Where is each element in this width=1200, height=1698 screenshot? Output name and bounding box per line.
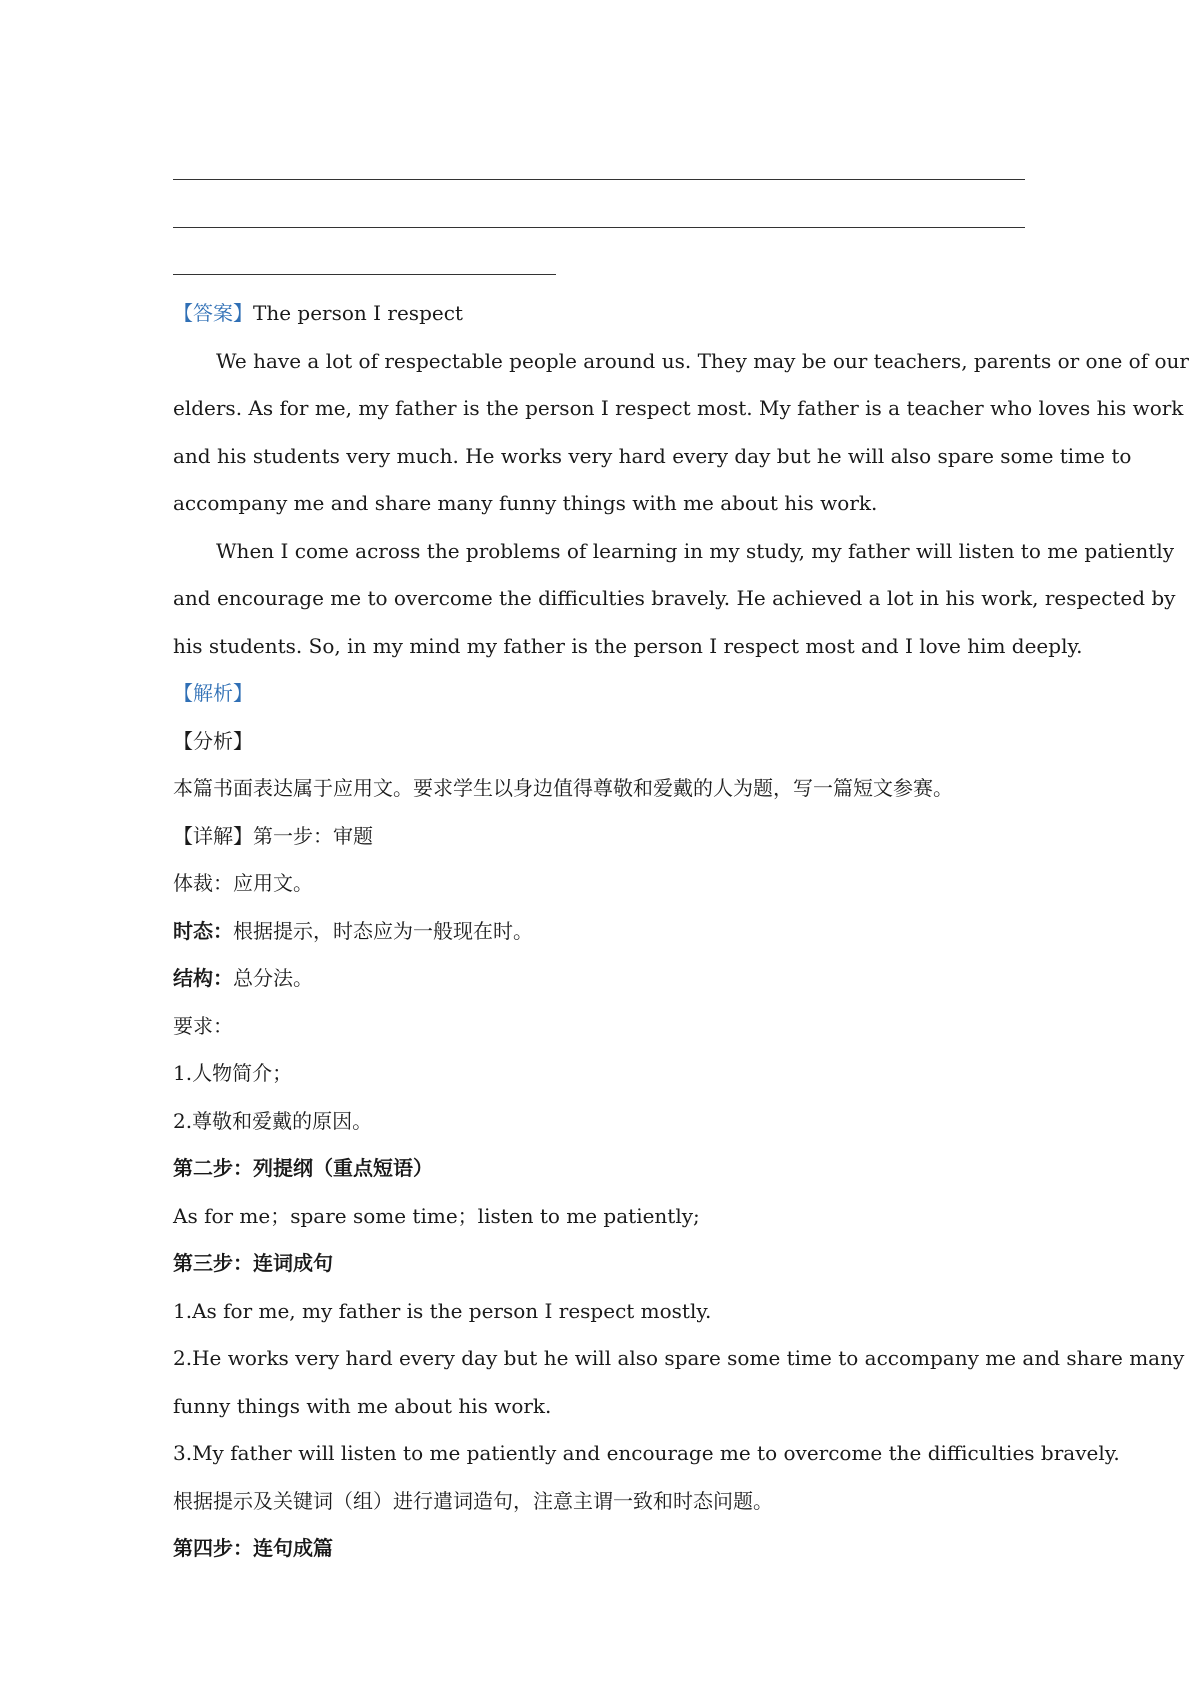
analysis-sub-label: 【分析】 <box>173 729 253 753</box>
genre-label: 体裁： <box>173 871 233 895</box>
step4-title: 第四步：连句成篇 <box>173 1536 333 1560</box>
essay-para1-line1: We have a lot of respectable people around us. They may be our teachers, parents or one of our <box>216 349 1189 373</box>
essay-para1-line3: and his students very much. He works very hard every day but he will also spare some time to <box>173 444 1132 468</box>
writing-line-2 <box>173 227 1025 228</box>
writing-line-3 <box>173 274 556 275</box>
essay-title: The person I respect <box>253 301 463 325</box>
essay-para2-line3: his students. So, in my mind my father is the person I respect most and I love him deeply. <box>173 634 1083 658</box>
writing-line-1 <box>173 179 1025 180</box>
structure-label: 结构： <box>173 966 233 990</box>
essay-para1-line2: elders. As for me, my father is the person I respect most. My father is a teacher who loves his work <box>173 396 1184 420</box>
essay-para2-line2: and encourage me to overcome the difficulties bravely. He achieved a lot in his work, respected by <box>173 586 1176 610</box>
requirements-label: 要求： <box>173 1014 233 1038</box>
requirement-item-1: 1.人物简介； <box>173 1061 293 1085</box>
genre-value: 应用文。 <box>233 871 313 895</box>
sentence-3: 3.My father will listen to me patiently and encourage me to overcome the difficulties bravely. <box>173 1441 1120 1465</box>
essay-para2-line1: When I come across the problems of learning in my study, my father will listen to me patiently <box>216 539 1175 563</box>
structure-line <box>173 966 313 990</box>
key-phrases: As for me；spare some time；listen to me patiently; <box>173 1204 700 1228</box>
sentence-2-cont: funny things with me about his work. <box>173 1394 552 1418</box>
answer-heading <box>173 301 463 325</box>
tense-value: 根据提示，时态应为一般现在时。 <box>233 919 533 943</box>
sentence-1: 1.As for me, my father is the person I respect mostly. <box>173 1299 712 1323</box>
answer-label: 【答案】 <box>173 301 253 325</box>
analysis-label: 【解析】 <box>173 681 253 705</box>
detail-heading <box>173 824 373 848</box>
requirement-item-2: 2.尊敬和爱戴的原因。 <box>173 1109 373 1133</box>
essay-para1-line4: accompany me and share many funny things with me about his work. <box>173 491 878 515</box>
step1-title: 第一步：审题 <box>253 824 373 848</box>
genre-line <box>173 871 313 895</box>
tense-label: 时态： <box>173 919 233 943</box>
step3-title: 第三步：连词成句 <box>173 1251 333 1275</box>
sentence-2: 2.He works very hard every day but he will also spare some time to accompany me and share many <box>173 1346 1185 1370</box>
analysis-summary: 本篇书面表达属于应用文。要求学生以身边值得尊敬和爱戴的人为题，写一篇短文参赛。 <box>173 776 953 800</box>
structure-value: 总分法。 <box>233 966 313 990</box>
detail-label: 【详解】 <box>173 824 253 848</box>
analysis-note: 根据提示及关键词（组）进行遣词造句，注意主谓一致和时态问题。 <box>173 1489 773 1513</box>
step2-title: 第二步：列提纲（重点短语） <box>173 1156 433 1180</box>
tense-line <box>173 919 533 943</box>
